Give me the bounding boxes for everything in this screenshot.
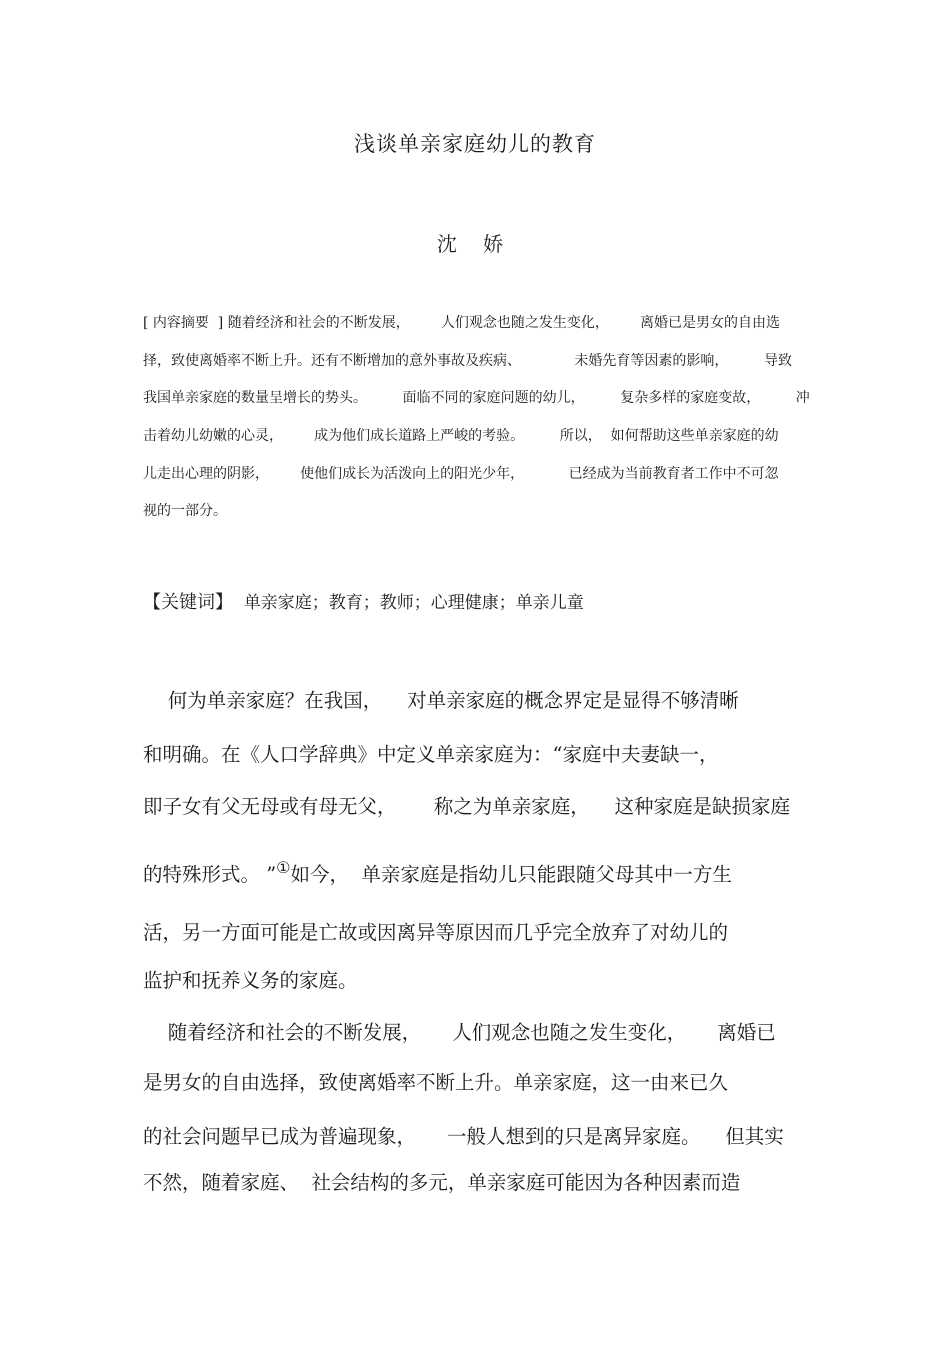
keywords-label: 【关键词】 [143, 592, 233, 613]
body-line-part: 的特殊形式。 ” [143, 863, 277, 886]
abstract-line: [ 内容摘要 ] 随着经济和社会的不断发展， 人们观念也随之发生变化， 离婚已是男女的自由选 [143, 315, 781, 331]
body-line: 随着经济和社会的不断发展， 人们观念也随之发生变化， 离婚已 [143, 1021, 776, 1044]
footnote-marker: ① [276, 858, 291, 877]
author-name: 沈 娇 [436, 232, 514, 256]
body-line: 活，另一方面可能是亡故或因离异等原因而几乎完全放弃了对幼儿的 [143, 921, 729, 944]
keywords-text: 单亲家庭；教育；教师；心理健康；单亲儿童 [243, 593, 584, 613]
abstract-line: 我国单亲家庭的数量呈增长的势头。 面临不同的家庭问题的幼儿， 复杂多样的家庭变故， 冲 [143, 390, 810, 407]
document-title: 浅谈单亲家庭幼儿的教育 [354, 132, 596, 156]
abstract-line: 击着幼儿幼嫩的心灵， 成为他们成长道路上严峻的考验。 所以， 如何帮助这些单亲家庭的幼 [143, 428, 779, 445]
abstract-line: 儿走出心理的阴影， 使他们成长为活泼向上的阳光少年， 已经成为当前教育者工作中不可忽 [143, 465, 779, 482]
keywords-line [143, 588, 584, 614]
abstract-block [143, 308, 823, 534]
body-line-part: 如今， 单亲家庭是指幼儿只能跟随父母其中一方生 [290, 863, 732, 886]
body-text [143, 684, 823, 1206]
body-line: 是男女的自由选择，致使离婚率不断上升。单亲家庭，这一由来已久 [143, 1071, 729, 1094]
body-line: 的社会问题早已成为普遍现象， 一般人想到的只是离异家庭。 但其实 [143, 1125, 784, 1148]
body-line: 和明确。在《人口学辞典》中定义单亲家庭为：“家庭中夫妻缺一， [143, 743, 719, 766]
abstract-line: 视的一部分。 [143, 503, 227, 520]
body-line [143, 858, 823, 916]
body-line: 不然，随着家庭、 社会结构的多元，单亲家庭可能因为各种因素而造 [143, 1171, 741, 1194]
body-line: 即子女有父无母或有母无父， 称之为单亲家庭， 这种家庭是缺损家庭 [143, 795, 790, 818]
abstract-line: 择，致使离婚率不断上升。还有不断增加的意外事故及疾病、 未婚先育等因素的影响， 导致 [143, 352, 793, 369]
body-line: 监护和抚养义务的家庭。 [143, 969, 358, 992]
body-line: 何为单亲家庭？在我国， 对单亲家庭的概念界定是显得不够清晰 [143, 689, 739, 712]
